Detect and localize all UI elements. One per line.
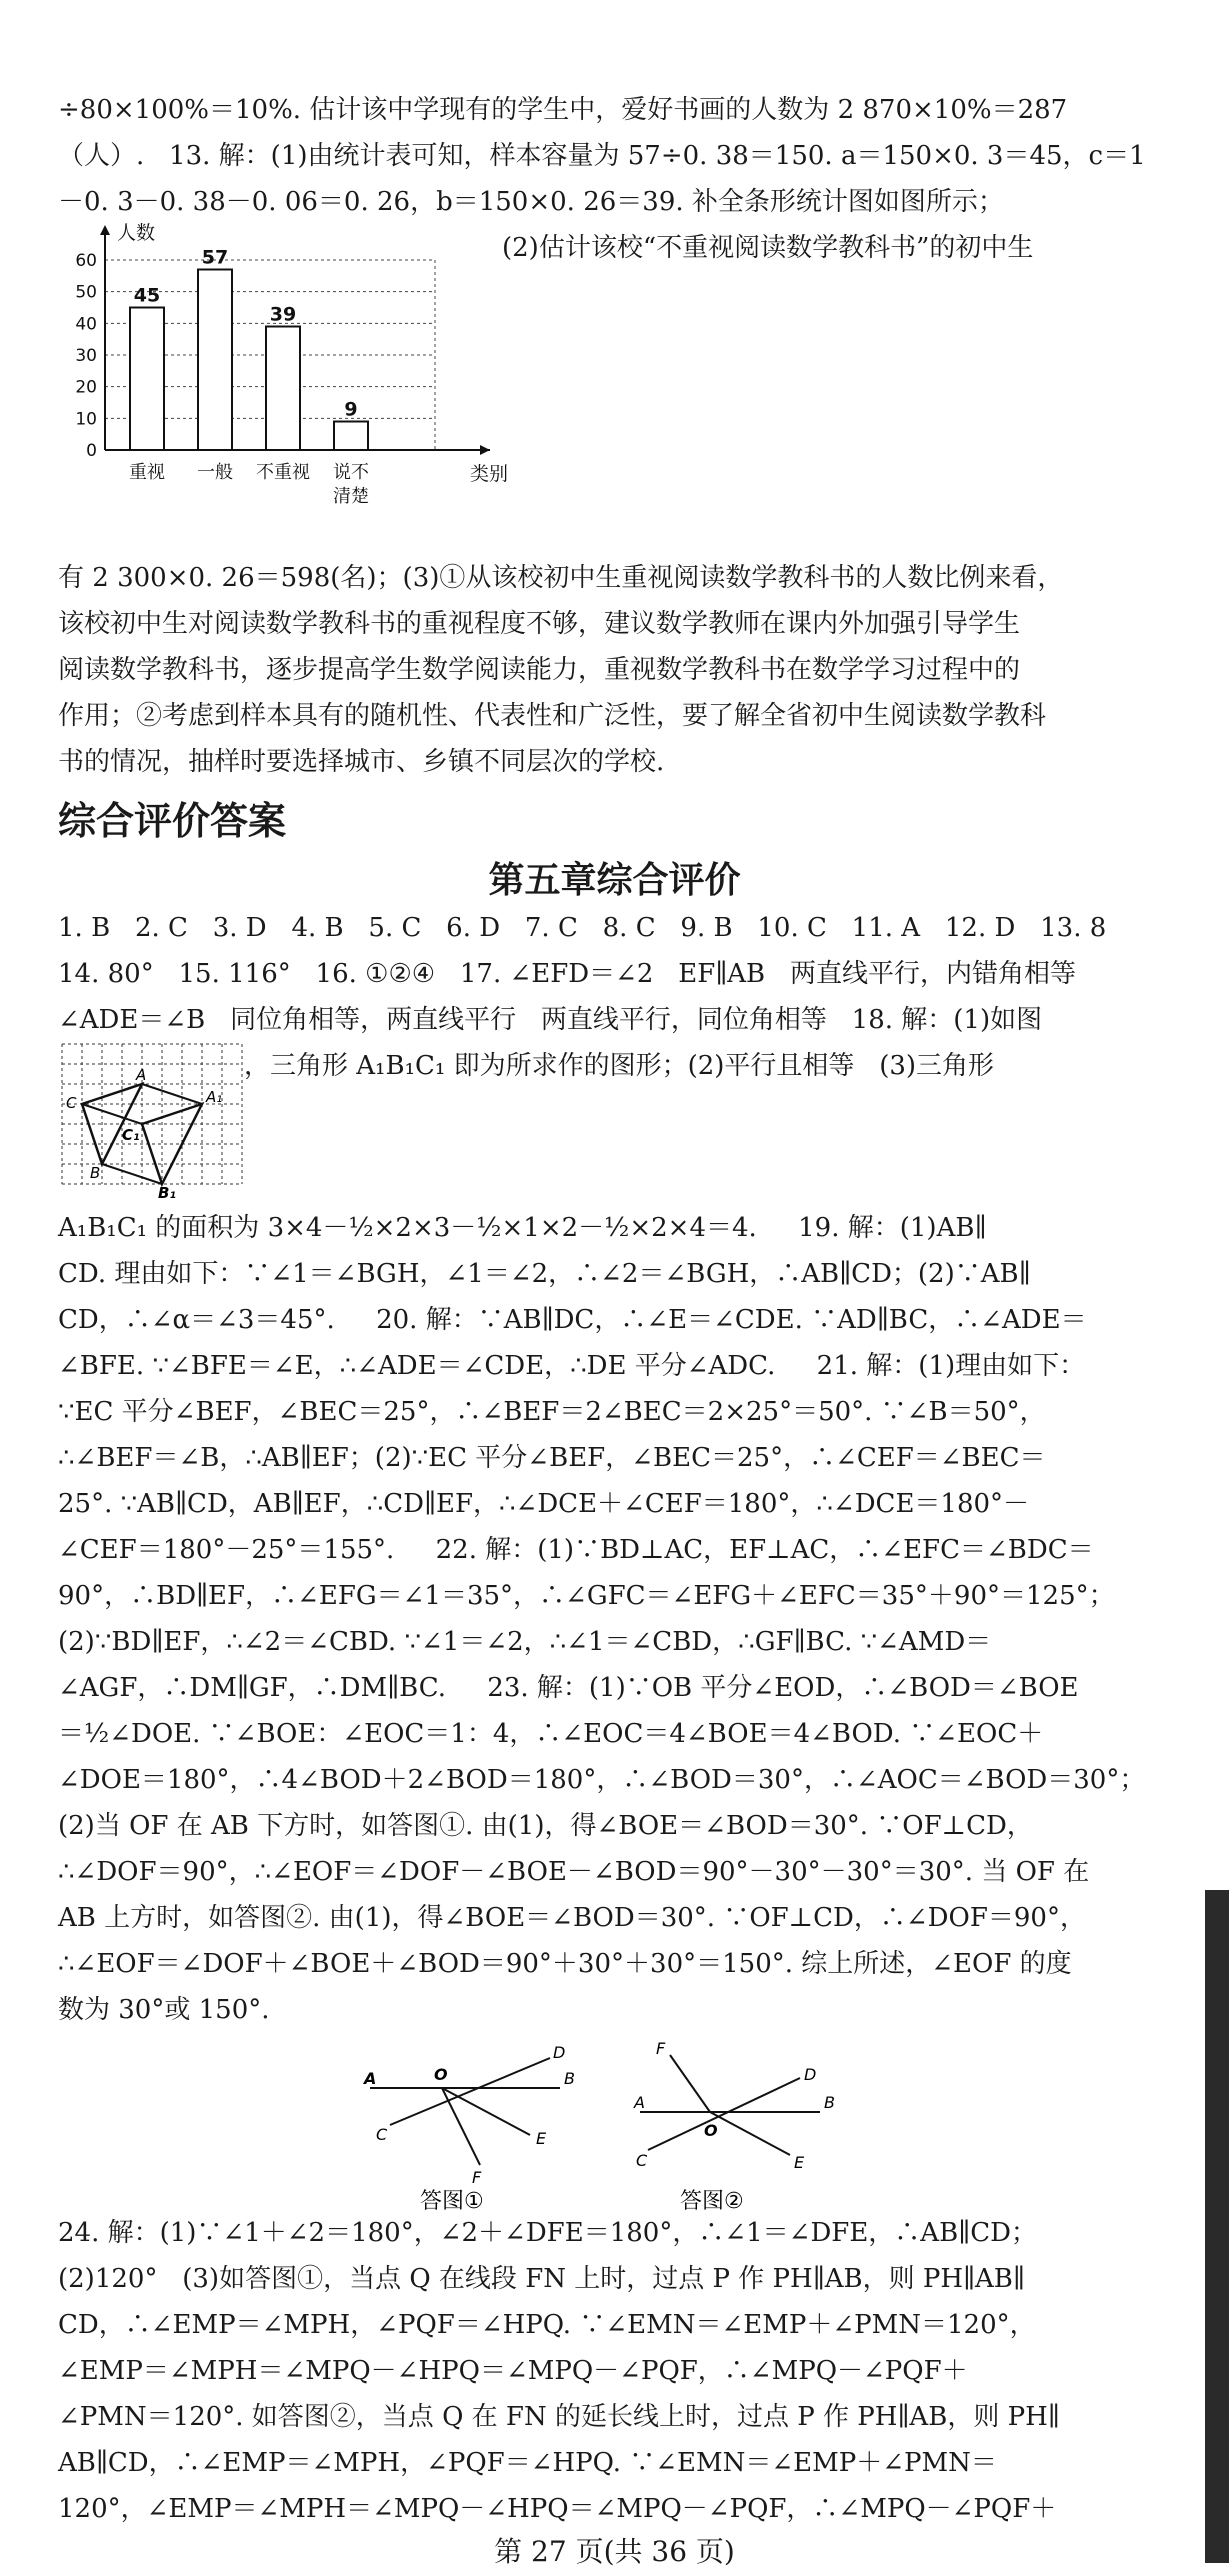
text-line: (2)120° (3)如答图①，当点 Q 在线段 FN 上时，过点 P 作 PH∥AB，则 PH∥AB∥ — [58, 2264, 1025, 2294]
fig1-label: A — [364, 2069, 377, 2088]
text-line: （人）. 13. 解：(1)由统计表可知，样本容量为 57÷0. 38＝150. a＝150×0. 3＝45，c＝1 — [58, 141, 1146, 171]
text-line: (2)当 OF 在 AB 下方时，如答图①. 由(1)，得∠BOE＝∠BOD＝30°. ∵OF⊥CD， — [58, 1811, 1033, 1841]
fig1-label: O — [434, 2065, 448, 2084]
text-line: (2)∵BD∥EF，∴∠2＝∠CBD. ∵∠1＝∠2，∴∠1＝∠CBD，∴GF∥BC. ∵∠AMD＝ — [58, 1627, 992, 1657]
section-title: 综合评价答案 — [58, 799, 287, 843]
text-line: 有 2 300×0. 26＝598(名)；(3)①从该校初中生重视阅读数学教科书的人数比例来看， — [58, 563, 1064, 593]
y-tick-label: 10 — [75, 409, 97, 430]
data-label: 57 — [201, 246, 229, 269]
text-line: 14. 80° 15. 116° 16. ①②④ 17. ∠EFD＝∠2 EF∥AB 两直线平行，内错角相等 — [58, 959, 1076, 989]
y-tick-label: 60 — [75, 251, 97, 271]
text-line: 90°，∴BD∥EF，∴∠EFG＝∠1＝35°，∴∠GFC＝∠EFG＋∠EFC＝35°＋90°＝125°； — [58, 1581, 1115, 1611]
text-line: ∠ADE＝∠B 同位角相等，两直线平行 两直线平行，同位角相等 18. 解：(1)如图 — [58, 1005, 1043, 1035]
text-line: AB 上方时，如答图②. 由(1)，得∠BOE＝∠BOD＝30°. ∵OF⊥CD，∴∠DOF＝90°， — [58, 1903, 1086, 1933]
data-label: 39 — [269, 303, 297, 326]
figure-caption: 答图② — [680, 2189, 744, 2210]
bar — [266, 327, 300, 451]
text-line: 1. B 2. C 3. D 4. B 5. C 6. D 7. C 8. C 9. B 10. C 11. A 12. D 13. 8 — [58, 913, 1107, 943]
text-line: ，三角形 A₁B₁C₁ 即为所求作的图形；(2)平行且相等 (3)三角形 — [244, 1051, 995, 1081]
chapter-title: 第五章综合评价 — [488, 859, 741, 901]
fig2-label: B — [824, 2093, 835, 2112]
bar — [130, 308, 164, 451]
text-line: ∵EC 平分∠BEF，∠BEC＝25°，∴∠BEF＝2∠BEC＝2×25°＝50°. ∵∠B＝50°， — [58, 1397, 1046, 1427]
bar — [198, 270, 232, 451]
text-line: CD，∴∠α＝∠3＝45°. 20. 解：∵AB∥DC，∴∠E＝∠CDE. ∵AD∥BC，∴∠ADE＝ — [58, 1305, 1087, 1335]
x-axis-label: 类别 — [470, 463, 509, 485]
text-line: ∠PMN＝120°. 如答图②，当点 Q 在 FN 的延长线上时，过点 P 作 PH∥AB，则 PH∥ — [58, 2402, 1060, 2432]
text-line: ∴∠EOF＝∠DOF＋∠BOE＋∠BOD＝90°＋30°＋30°＝150°. 综上所述，∠EOF 的度 — [58, 1949, 1072, 1979]
data-label: 45 — [133, 284, 161, 307]
bar-chart — [55, 215, 555, 535]
figure-caption: 答图① — [420, 2189, 484, 2210]
fig1-label: D — [553, 2043, 566, 2062]
text-line: ＝½∠DOE. ∵∠BOE：∠EOC＝1：4，∴∠EOC＝4∠BOE＝4∠BOD. ∵∠EOC＋ — [58, 1719, 1044, 1749]
x-tick-label: 重视 — [129, 462, 165, 483]
text-line: ∠DOE＝180°，∴4∠BOD＋2∠BOD＝180°，∴∠BOD＝30°，∴∠AOC＝∠BOD＝30°； — [58, 1765, 1146, 1795]
fig2-label: C — [636, 2151, 648, 2170]
fig1-label: C — [376, 2125, 388, 2144]
fig2-label: O — [704, 2121, 718, 2140]
text-line: －0. 3－0. 38－0. 06＝0. 26，b＝150×0. 26＝39. 补全条形统计图如图所示； — [58, 187, 1004, 217]
label-B1: B₁ — [158, 1184, 177, 1200]
fig2-label: A — [634, 2093, 645, 2112]
grid-triangle-figure — [58, 1040, 248, 1200]
y-axis-arrow — [100, 225, 110, 235]
text-line: 25°. ∵AB∥CD，AB∥EF，∴CD∥EF，∴∠DCE＋∠CEF＝180°，∴∠DCE＝180°－ — [58, 1489, 1030, 1519]
y-tick-label: 40 — [75, 314, 97, 335]
label-C: C — [66, 1094, 77, 1112]
x-tick-label: 说不 — [333, 462, 369, 483]
x-tick-label-cont: 清楚 — [333, 486, 369, 507]
text-line: (2)估计该校“不重视阅读数学教科书”的初中生 — [502, 233, 1034, 263]
answer-figure-1 — [360, 2040, 590, 2210]
fig1-label: F — [472, 2168, 482, 2187]
x-axis-arrow — [480, 445, 490, 455]
text-line: 120°，∠EMP＝∠MPH＝∠MPQ－∠HPQ＝∠MPQ－∠PQF，∴∠MPQ－∠PQF＋ — [58, 2494, 1057, 2524]
y-tick-label: 0 — [86, 441, 97, 461]
text-line: CD. 理由如下：∵∠1＝∠BGH，∠1＝∠2，∴∠2＝∠BGH，∴AB∥CD；(2)∵AB∥ — [58, 1259, 1031, 1289]
answer-figure-2 — [620, 2040, 850, 2210]
bar — [334, 422, 368, 451]
fig2-label: F — [656, 2040, 666, 2058]
fig2-label: E — [794, 2153, 805, 2172]
text-line: ∠EMP＝∠MPH＝∠MPQ－∠HPQ＝∠MPQ－∠PQF，∴∠MPQ－∠PQF＋ — [58, 2356, 968, 2386]
text-line: 作用；②考虑到样本具有的随机性、代表性和广泛性，要了解全省初中生阅读数学教科 — [58, 701, 1047, 731]
data-label: 9 — [344, 398, 358, 421]
text-line: AB∥CD，∴∠EMP＝∠MPH，∠PQF＝∠HPQ. ∵∠EMN＝∠EMP＋∠PMN＝ — [58, 2448, 997, 2478]
label-B: B — [90, 1164, 101, 1182]
text-line: ∴∠BEF＝∠B，∴AB∥EF；(2)∵EC 平分∠BEF，∠BEC＝25°，∴∠CEF＝∠BEC＝ — [58, 1443, 1046, 1473]
text-line: ÷80×100%＝10%. 估计该中学现有的学生中，爱好书画的人数为 2 870×10%＝287 — [58, 95, 1068, 125]
page-footer: 第 27 页(共 36 页) — [494, 2535, 735, 2568]
text-line: ∠CEF＝180°－25°＝155°. 22. 解：(1)∵BD⊥AC，EF⊥AC，∴∠EFC＝∠BDC＝ — [58, 1535, 1094, 1565]
y-axis-label: 人数 — [117, 222, 156, 244]
fig1-label: B — [564, 2069, 575, 2088]
text-line: A₁B₁C₁ 的面积为 3×4－½×2×3－½×1×2－½×2×4＝4. 19. 解：(1)AB∥ — [58, 1213, 987, 1243]
scan-edge-bar — [1205, 1890, 1229, 2563]
x-tick-label: 不重视 — [256, 462, 310, 483]
label-C1: C₁ — [122, 1126, 140, 1144]
text-line: 书的情况，抽样时要选择城市、乡镇不同层次的学校. — [58, 747, 665, 777]
label-A1: A₁ — [206, 1088, 223, 1106]
text-line: ∴∠DOF＝90°，∴∠EOF＝∠DOF－∠BOE－∠BOD＝90°－30°－30°＝30°. 当 OF 在 — [58, 1857, 1090, 1887]
text-line: ∠AGF，∴DM∥GF，∴DM∥BC. 23. 解：(1)∵OB 平分∠EOD，∴∠BOD＝∠BOE — [58, 1673, 1079, 1703]
text-line: 24. 解：(1)∵∠1＋∠2＝180°，∠2＋∠DFE＝180°，∴∠1＝∠DFE，∴AB∥CD； — [58, 2218, 1037, 2248]
text-line: CD，∴∠EMP＝∠MPH，∠PQF＝∠HPQ. ∵∠EMN＝∠EMP＋∠PMN＝120°， — [58, 2310, 1036, 2340]
y-tick-label: 30 — [75, 346, 97, 366]
label-A: A — [136, 1066, 147, 1084]
x-tick-label: 一般 — [197, 462, 233, 483]
text-line: 阅读数学教科书，逐步提高学生数学阅读能力，重视数学教科书在数学学习过程中的 — [58, 655, 1021, 685]
y-tick-label: 20 — [75, 377, 97, 398]
text-line: ∠BFE. ∵∠BFE＝∠E，∴∠ADE＝∠CDE，∴DE 平分∠ADC. 21. 解：(1)理由如下： — [58, 1351, 1086, 1381]
text-line: 数为 30°或 150°. — [58, 1995, 270, 2025]
text-line: 该校初中生对阅读数学教科书的重视程度不够，建议数学教师在课内外加强引导学生 — [58, 609, 1021, 639]
fig1-label: E — [536, 2129, 547, 2148]
fig2-label: D — [804, 2065, 817, 2084]
y-tick-label: 50 — [75, 282, 97, 303]
